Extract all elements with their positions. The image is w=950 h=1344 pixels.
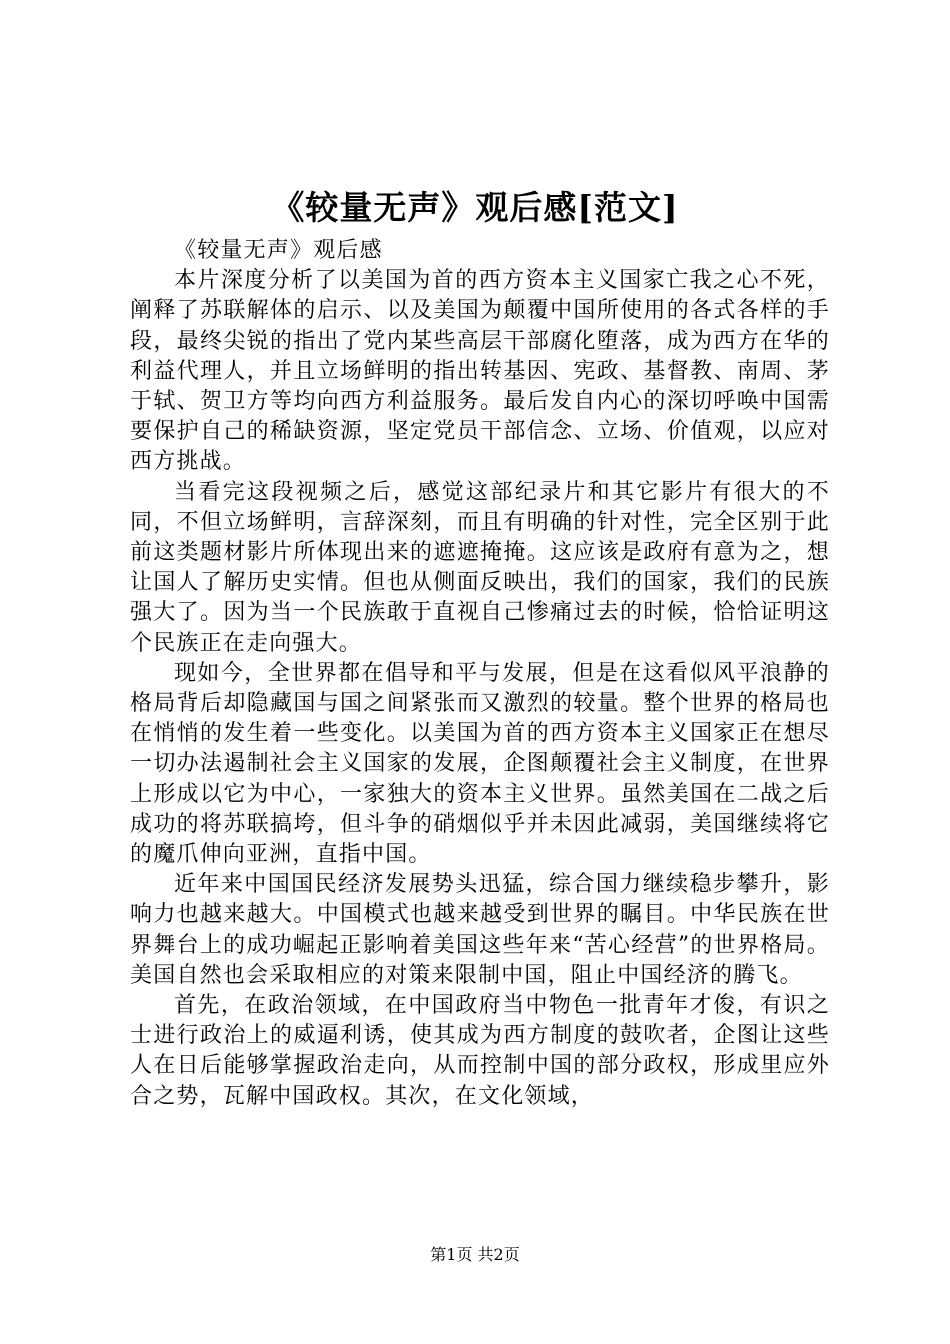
document-title: 《较量无声》观后感[范文] (271, 188, 679, 227)
document-subtitle: 《较量无声》观后感 (174, 238, 383, 263)
paragraph: 首先，在政治领域，在中国政府当中物色一批青年才俊，有识之士进行政治上的威逼利诱，使其成为西方制度的鼓吹者，企图让这些人在日后能够掌握政治走向，从而控制中国的部分政权，形成里应外合之势，瓦解中国政权。其次，在文化领域， (130, 993, 830, 1109)
paragraph: 本片深度分析了以美国为首的西方资本主义国家亡我之心不死，阐释了苏联解体的启示、以及美国为颠覆中国所使用的各式各样的手段，最终尖锐的指出了党内某些高层干部腐化堕落，成为西方在华的利益代理人，并且立场鲜明的指出转基因、宪政、基督教、南周、茅于轼、贺卫方等均向西方利益服务。最后发自内心的深切呼唤中国需要保护自己的稀缺资源，坚定党员干部信念、立场、价值观，以应对西方挑战。 (130, 268, 830, 475)
paragraph: 近年来中国国民经济发展势头迅猛，综合国力继续稳步攀升，影响力也越来越大。中国模式也越来越受到世界的瞩目。中华民族在世界舞台上的成功崛起正影响着美国这些年来“苦心经营”的世界格局。美国自然也会采取相应的对策来限制中国，阻止中国经济的腾飞。 (130, 872, 830, 988)
document-body (130, 236, 830, 1112)
page-footer: 第1页 共2页 (430, 1245, 520, 1264)
paragraph: 当看完这段视频之后，感觉这部纪录片和其它影片有很大的不同，不但立场鲜明，言辞深刻，而且有明确的针对性，完全区别于此前这类题材影片所体现出来的遮遮掩掩。这应该是政府有意为之，想让国人了解历史实情。但也从侧面反映出，我们的国家，我们的民族强大了。因为当一个民族敢于直视自己惨痛过去的时候，恰恰证明这个民族正在走向强大。 (130, 479, 830, 656)
paragraph: 现如今，全世界都在倡导和平与发展，但是在这看似风平浪静的格局背后却隐藏国与国之间紧张而又激烈的较量。整个世界的格局也在悄悄的发生着一些变化。以美国为首的西方资本主义国家正在想尽一切办法遏制社会主义国家的发展，企图颠覆社会主义制度，在世界上形成以它为中心，一家独大的资本主义世界。虽然美国在二战之后成功的将苏联搞垮，但斗争的硝烟似乎并未因此减弱，美国继续将它的魔爪伸向亚洲，直指中国。 (130, 660, 830, 868)
